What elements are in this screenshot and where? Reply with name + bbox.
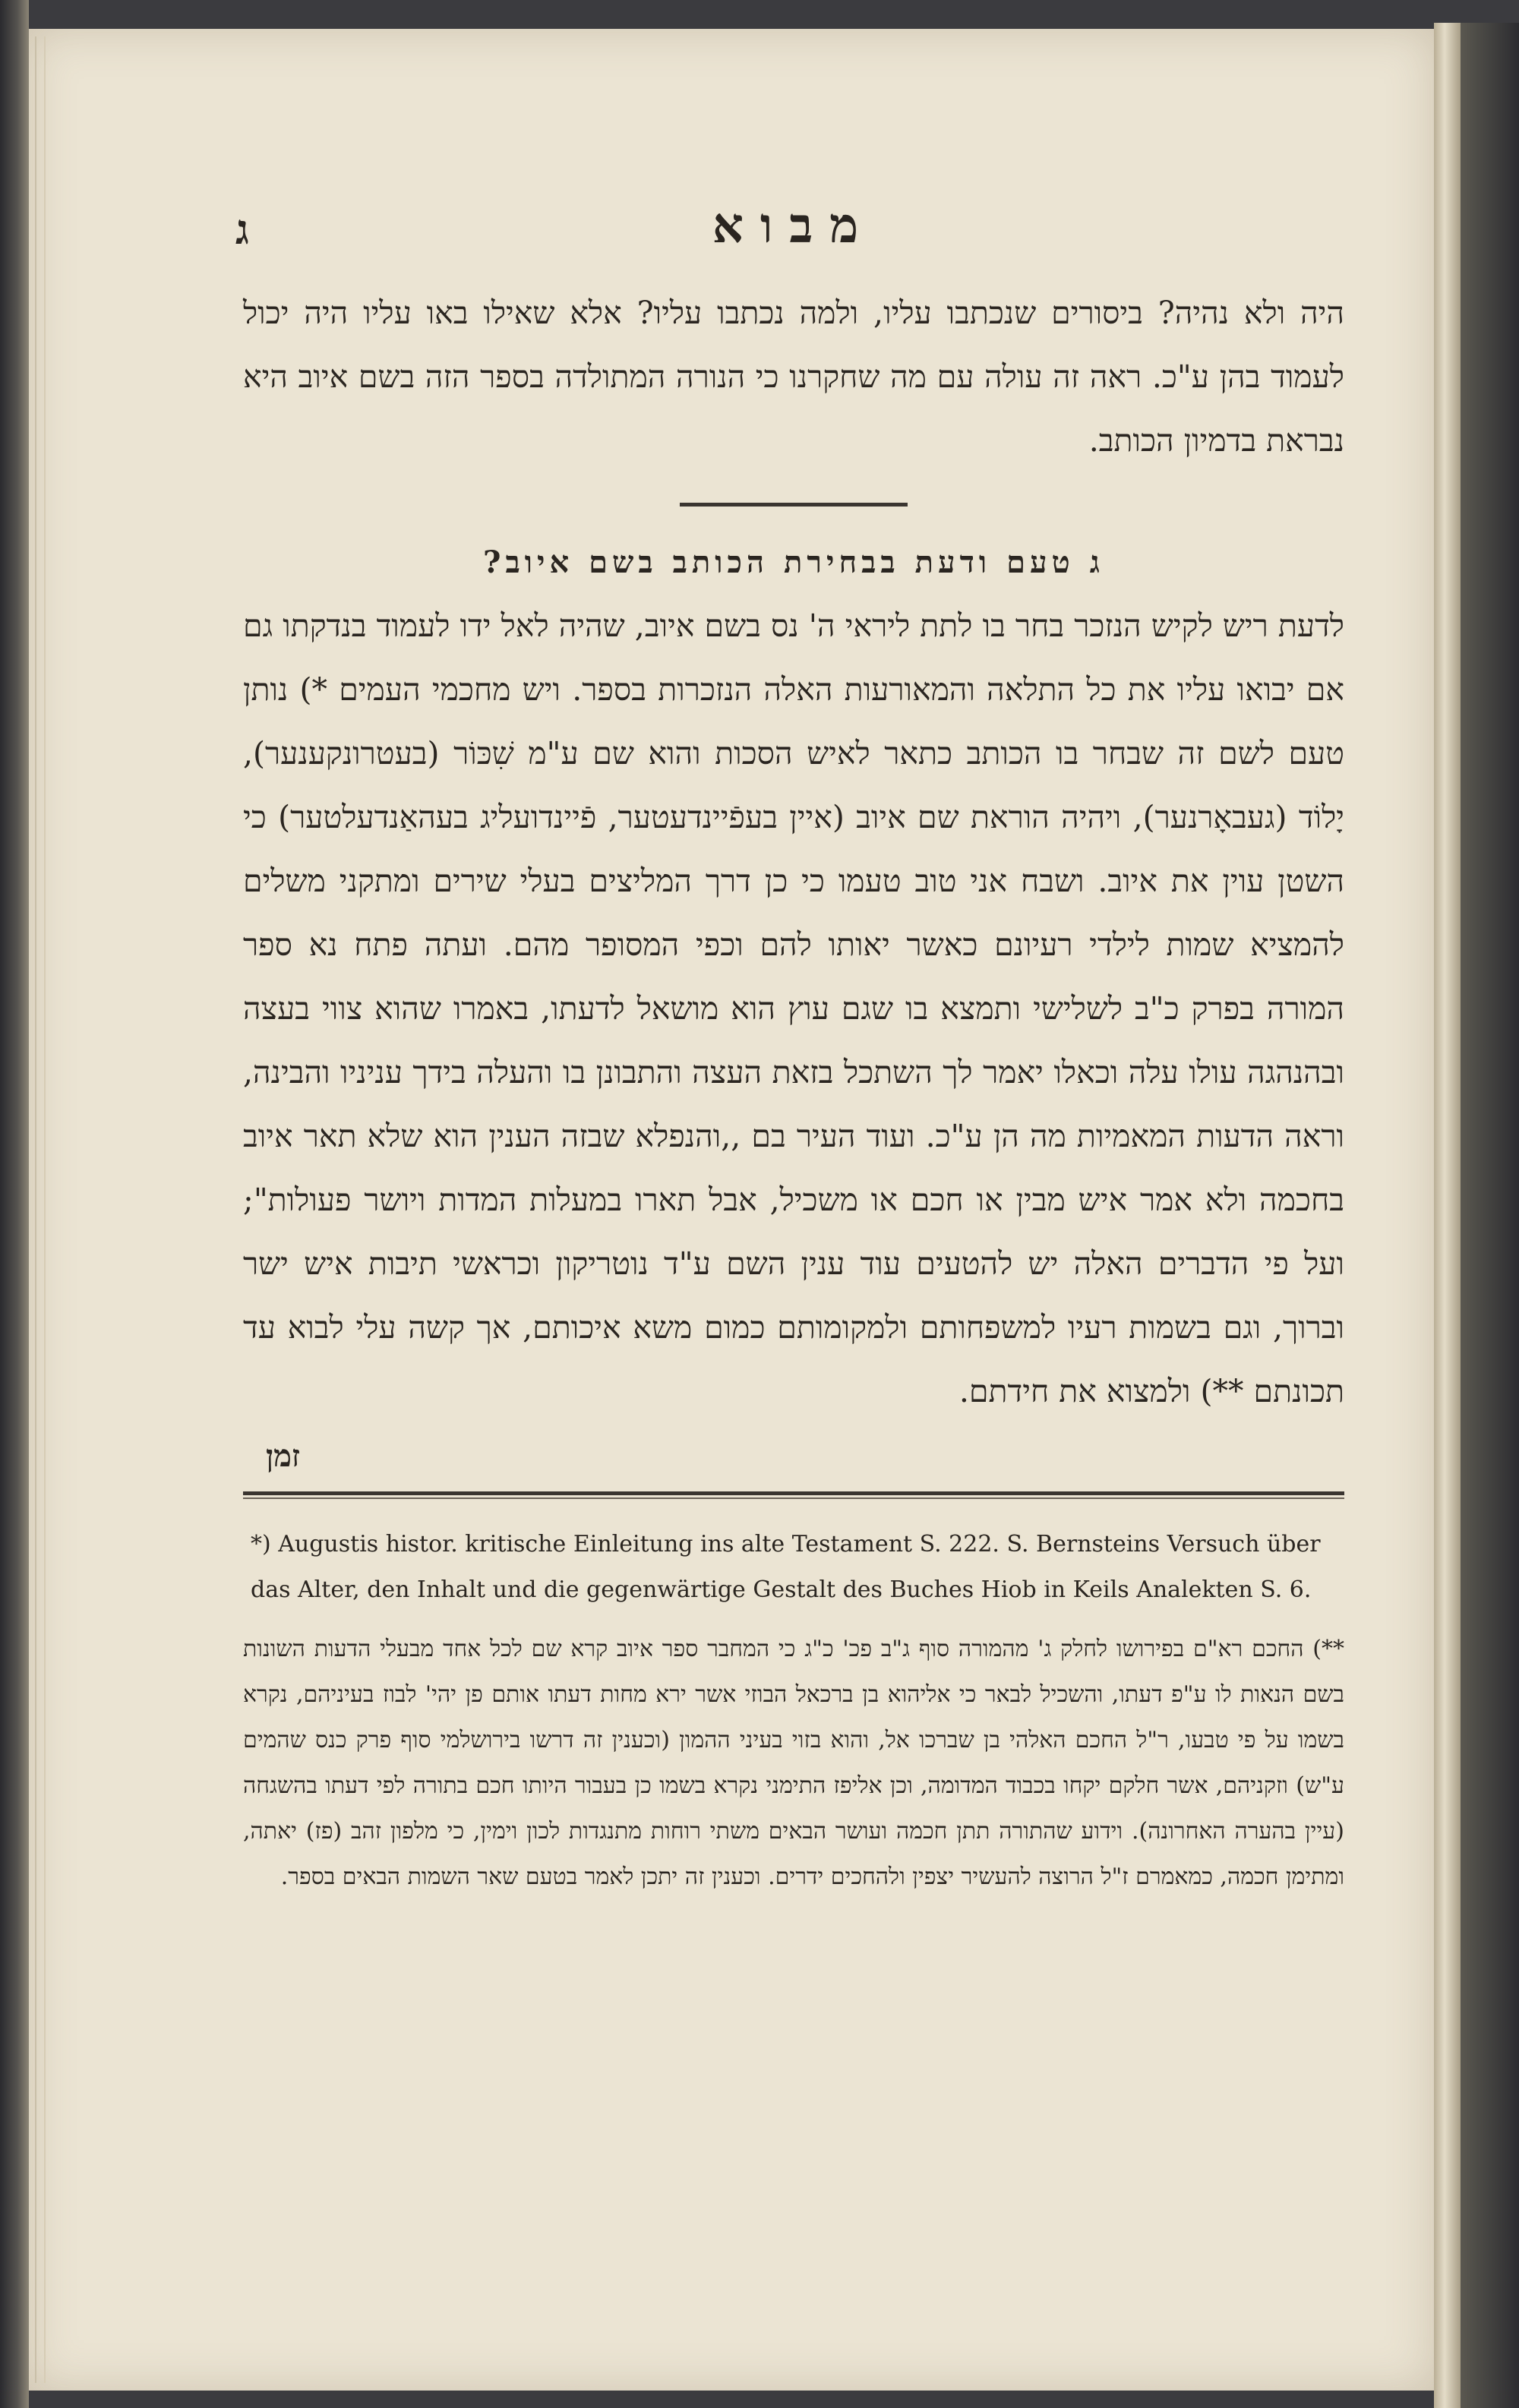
page-header [235, 197, 1344, 281]
page-content [235, 197, 1344, 1900]
footnote-hebrew: **) החכם רא"ם בפירושו לחלק ג' מהמורה סוף ג"ב פכ' כ"ג כי המחבר ספר איוב קרא שם לכל אחד מבעלי הדעות השונות בשם הנאות לו ע"פ דעתו, והשכיל לבאר כי אליהוא בן ברכאל הבוזי אשר ירא מחות דעתו אותם פן יהי' לבוז בעיניהם, נקרא בשמו על פי טבעו, ר"ל החכם האלהי בן שברכו אל, והוא בזוי בעיני ההמון (וכענין זה דרשו בירושלמי סוף פרק כנס שהמים ע"ש) וזקניהם, אשר חלקם יקחו בכבוד המדומה, וכן אליפז התימני נקרא בשמו כן בעבור היותו חכם בתורה לפי דעתו בהשגחה (עיין בהערה האחרונה). וידוע שהתורה תתן חכמה ועושר הבאים משתי רוחות מתנגדות לכון וימין, כי מלפון זהב (פז) יאתה, ומתימן חכמה, כמאמרם ז"ל הרוצה להעשיר יצפין ולהחכים ידרים. וכענין זה יתכן לאמר בטעם שאר השמות הבאים בספר. [243, 1636, 1344, 1890]
book-spine [0, 0, 29, 2408]
page-stack-edge [35, 36, 46, 2383]
section-heading: ג טעם ודעת בבחירת הכותב בשם איוב? [483, 544, 1104, 580]
catchword: זמן [266, 1438, 301, 1474]
page-title: מבוא [712, 197, 876, 254]
footnote-divider [243, 1491, 1344, 1499]
footnote-german: *) Augustis histor. kritische Einleitung ins alte Testament S. 222. S. Bernsteins Versuch über das Alter, den Inhalt und die gegenwärtige Gestalt des Buches Hiob in Keils Analekten S. 6. [251, 1531, 1321, 1603]
section-paragraph: לדעת ריש לקיש הנזכר בחר בו לתת ליראי ה' נס בשם איוב, שהיה לאל ידו לעמוד בנדקתו גם אם יבואו עליו את כל התלאה והמאורעות האלה הנזכרות בספר. ויש מחכמי העמים *) נותן טעם לשם זה שבחר בו הכותב כתאר לאיש הסכות והוא שם ע"מ שִׁכּוֹר (בעטרונקענער), יָלוֹד (געבאָרנער), ויהיה הוראת שם איוב (איין בעפֿיינדעטער, פֿיינדועליג בעהאַנדעלטער) כי השטן עוין את איוב. ושבח אני טוב טעמו כי כן דרך המליצים בעלי שירים ומתקני משלים להמציא שמות לילדי רעיונם כאשר יאותו להם וכפי המסופר מהם. ועתה פתח נא ספר המורה בפרק כ"ב לשלישי ותמצא בו שגם עוץ הוא מושאל לדעתו, באמרו שהוא צווי בעצה ובהנהגה עולו עלה וכאלו יאמר לך השתכל בזאת העצה והתבונן בו והעלה בידך עניניו והבינה, וראה הדעות המאמיות מה הן ע"כ. ועוד העיר בם ,,והנפלא שבזה הענין הוא שלא תאר איוב בחכמה ולא אמר איש מבין או חכם או משכיל, אבל תארו במעלות המדות ויושר פעולות"; ועל פי הדברים האלה יש להטעים עוד ענין השם ע"ד נוטריקון וכראשי תיבות איש ישר וברוך, וגם בשמות רעיו למשפחותם ולמקומותם כמום משא איכותם, אך קשה עלי לבוא עד תכונתם **) ולמצוא את חידתם. [243, 608, 1344, 1409]
right-page-edge [1434, 23, 1461, 2408]
intro-paragraph: היה ולא נהיה? ביסורים שנכתבו עליו, ולמה נכתבו עליו? אלא שאילו באו עליו היה יכול לעמוד בהן ע"כ. ראה זה עולה עם מה שחקרנו כי הנורה המתולדה בספר הזה בשם איוב היא נבראת בדמיון הכותב. [243, 295, 1344, 459]
catchword-row [243, 1431, 1344, 1491]
page-number: ג [235, 205, 249, 254]
adjacent-page [1461, 23, 1519, 2408]
section-divider [680, 503, 908, 507]
